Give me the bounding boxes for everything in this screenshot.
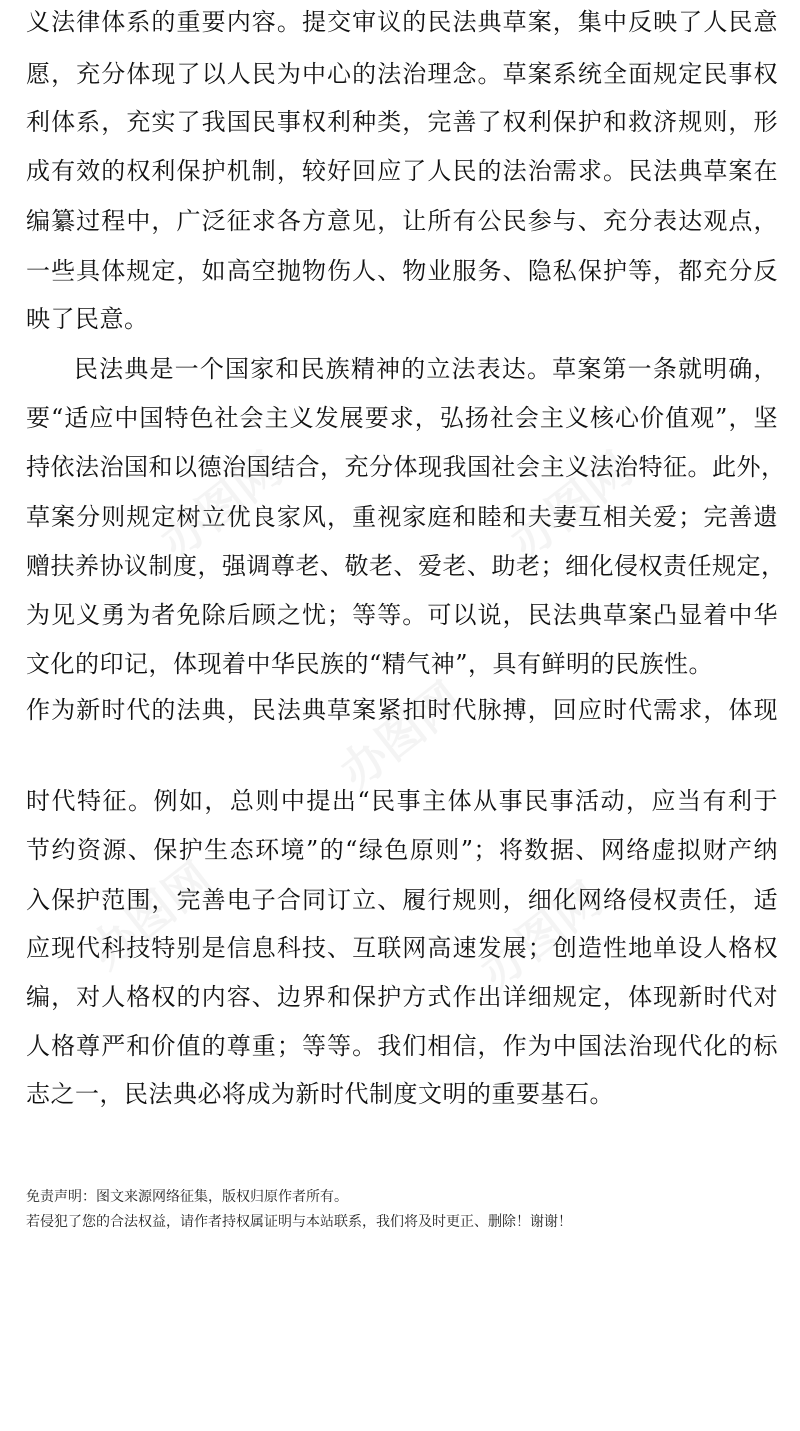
paragraph-line: 应现代科技特别是信息科技、互联网高速发展；创造性地单设人格权	[26, 934, 778, 962]
paragraph-line: 愿，充分体现了以人民为中心的法治理念。草案系统全面规定民事权	[26, 60, 778, 88]
disclaimer-line: 若侵犯了您的合法权益，请作者持权属证明与本站联系，我们将及时更正、删除！谢谢！	[26, 1214, 572, 1230]
watermark: 办图网	[469, 871, 612, 1000]
watermark: 办图网	[329, 671, 472, 800]
paragraph-line: 编，对人格权的内容、边界和保护方式作出详细规定，体现新时代对	[26, 983, 778, 1011]
disclaimer-line: 免责声明：图文来源网络征集，版权归原作者所有。	[26, 1189, 348, 1205]
paragraph-line: 节约资源、保护生态环境”的“绿色原则”；将数据、网络虚拟财产纳	[26, 836, 778, 864]
watermark: 办图网	[149, 441, 292, 570]
paragraph-line: 利体系，充实了我国民事权利种类，完善了权利保护和救济规则，形	[26, 108, 778, 136]
paragraph-line: 成有效的权利保护机制，较好回应了人民的法治需求。民法典草案在	[26, 157, 778, 185]
paragraph-line: 持依法治国和以德治国结合，充分体现我国社会主义法治特征。此外，	[26, 453, 786, 481]
paragraph-line: 义法律体系的重要内容。提交审议的民法典草案，集中反映了人民意	[26, 8, 778, 36]
paragraph-line: 编纂过程中，广泛征求各方意见，让所有公民参与、充分表达观点，	[26, 207, 778, 235]
paragraph-line: 要“适应中国特色社会主义发展要求，弘扬社会主义核心价值观”，坚	[26, 404, 778, 432]
paragraph-line: 为见义勇为者免除后顾之忧；等等。可以说，民法典草案凸显着中华	[26, 601, 778, 629]
paragraph-line: 一些具体规定，如高空抛物伤人、物业服务、隐私保护等，都充分反	[26, 257, 778, 285]
paragraph-line: 民法典是一个国家和民族精神的立法表达。草案第一条就明确，	[74, 355, 778, 383]
paragraph-line: 草案分则规定树立优良家风，重视家庭和睦和夫妻互相关爱；完善遗	[26, 503, 778, 531]
watermark: 办图网	[79, 851, 222, 980]
paragraph-line: 作为新时代的法典，民法典草案紧扣时代脉搏，回应时代需求，体现	[26, 696, 778, 724]
paragraph-line: 赠扶养协议制度，强调尊老、敬老、爱老、助老；细化侵权责任规定，	[26, 552, 786, 580]
paragraph-line: 时代特征。例如，总则中提出“民事主体从事民事活动，应当有利于	[26, 787, 778, 815]
paragraph-line: 映了民意。	[26, 305, 149, 333]
watermark: 办图网	[499, 441, 642, 570]
paragraph-line: 人格尊严和价值的尊重；等等。我们相信，作为中国法治现代化的标	[26, 1032, 778, 1060]
paragraph-line: 入保护范围，完善电子合同订立、履行规则，细化网络侵权责任，适	[26, 886, 778, 914]
paragraph-line: 志之一，民法典必将成为新时代制度文明的重要基石。	[26, 1080, 614, 1108]
paragraph-line: 文化的印记，体现着中华民族的“精气神”，具有鲜明的民族性。	[26, 650, 714, 678]
